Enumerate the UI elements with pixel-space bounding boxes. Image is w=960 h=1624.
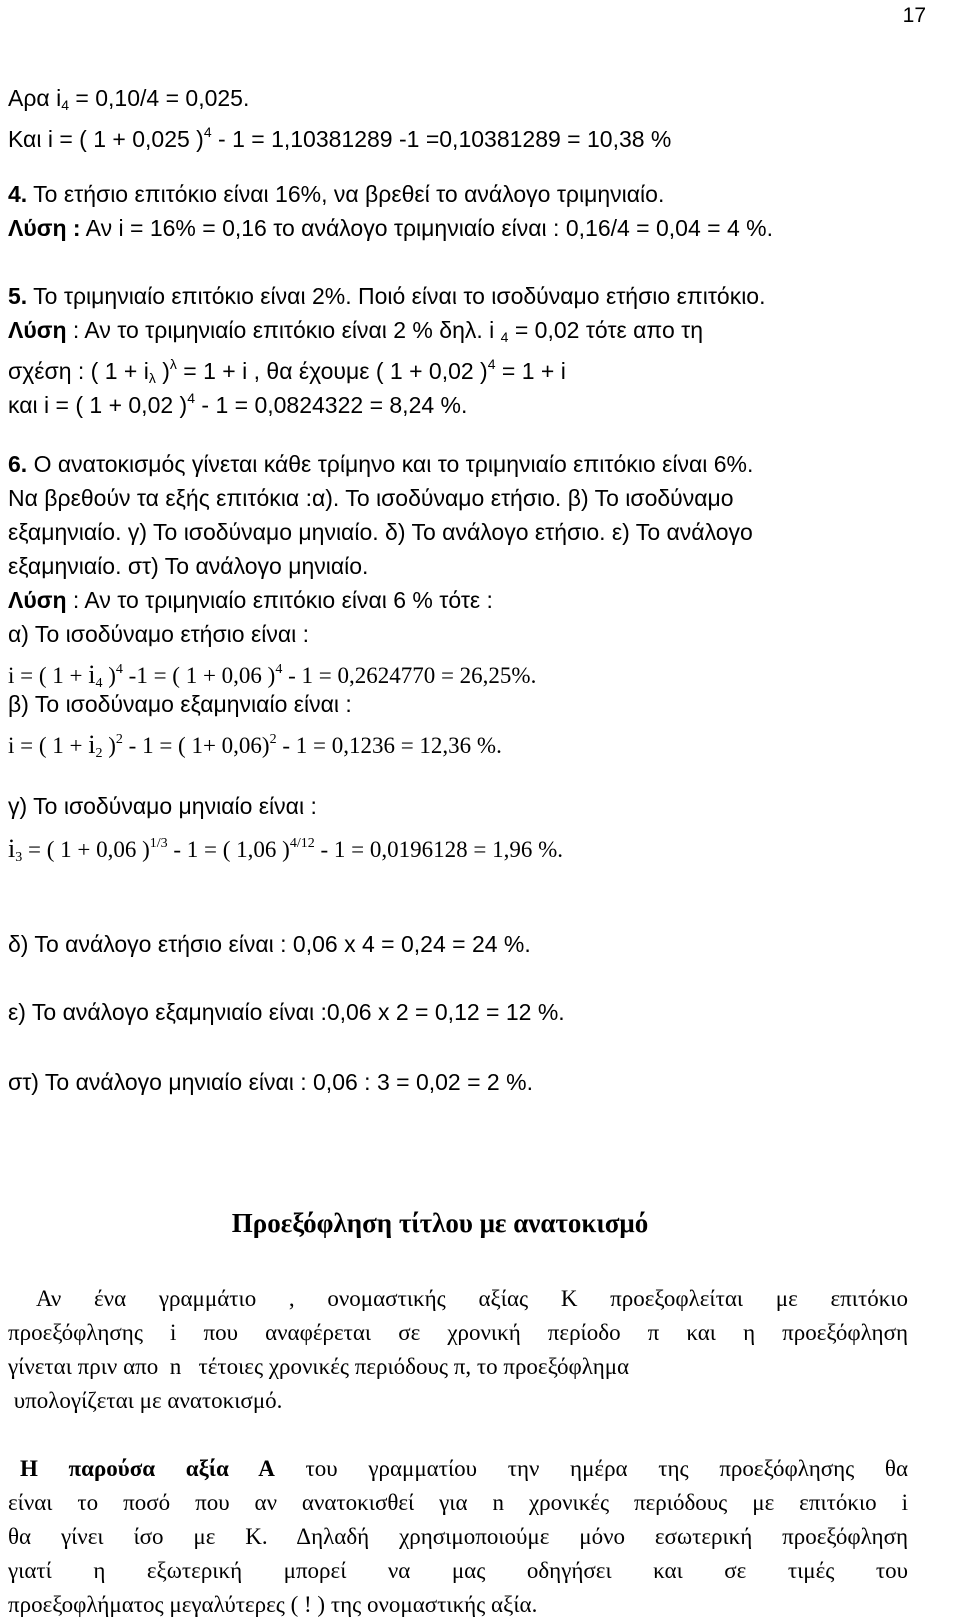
exercise-4-solution: Λύση : Αν i = 16% = 0,16 το ανάλογο τριμηνιαίο είναι : 0,16/4 = 0,04 = 4 %. [8, 215, 773, 241]
paragraph-line: είναι το ποσό που αν ανατοκισθεί για n χρονικές περιόδους με επιτόκιο i [8, 1490, 908, 1515]
exercise-6-question-line2: Να βρεθούν τα εξής επιτόκια :α). Το ισοδύναμο ετήσιο. β) Το ισοδύναμο [8, 485, 734, 511]
paragraph-line: θα γίνει ίσο με Κ. Δηλαδή χρησιμοποιούμε μόνο εσωτερική προεξόφληση [8, 1524, 908, 1549]
exercise-4-question: 4. Το ετήσιο επιτόκιο είναι 16%, να βρεθεί το ανάλογο τριμηνιαίο. [8, 181, 665, 207]
paragraph-line: προεξόφλησης i που αναφέρεται σε χρονική περίοδο π και η προεξόφληση [8, 1320, 908, 1345]
solution-d: δ) Το ανάλογο ετήσιο είναι : 0,06 x 4 = 0,24 = 24 %. [8, 931, 531, 957]
exercise-5-solution-line2: σχέση : ( $1 + i_\lambda$ )$^\lambda$ = 1 + i , θα έχουμε ( 1 + 0,02 )$^4$ = 1 + i [8, 356, 566, 386]
paragraph-discount-definition [8, 1282, 908, 1418]
paragraph-line: γίνεται πριν απο n τέτοιες χρονικές περιόδους π, το προεξόφλημα [8, 1354, 630, 1379]
solution-c-label: γ) Το ισοδύναμο μηνιαίο είναι : [8, 793, 317, 819]
page-number: 17 [902, 4, 926, 27]
solution-b-formula: i = ( $1 + i_2$ )$^2$ - 1 = ( 1+ 0,06)$^2$ - 1 = 0,1236 = 12,36 %. [8, 730, 502, 761]
paragraph-line: Αν ένα γραμμάτιο , ονομαστικής αξίας Κ προεξοφλείται με επιτόκιο [36, 1286, 908, 1311]
exercise-6-question-line3: εξαμηνιαίο. γ) Το ισοδύναμο μηνιαίο. δ) Το ανάλογο ετήσιο. ε) Το ανάλογο [8, 519, 753, 545]
line-i4: Αρα $i_4 = 0,10/4 = 0,025$. [8, 85, 250, 113]
solution-e: ε) Το ανάλογο εξαμηνιαίο είναι :0,06 x 2 = 0,12 = 12 %. [8, 999, 565, 1025]
exercise-6-question-line1: 6. Ο ανατοκισμός γίνεται κάθε τρίμηνο και το τριμηνιαίο επιτόκιο είναι 6%. [8, 451, 754, 477]
paragraph-present-value [8, 1452, 908, 1622]
exercise-6-question-line4: εξαμηνιαίο. στ) Το ανάλογο μηνιαίο. [8, 553, 369, 579]
line-i-compound: Και i = ( 1 + 0,025 )$^4$ - 1 = 1,10381289 -1 =0,10381289 = 10,38 % [8, 124, 672, 152]
paragraph-line: Η παρούσα αξία Α του γραμματίου την ημέρα της προεξόφλησης θα [20, 1456, 908, 1481]
exercise-5-question: 5. Το τριμηνιαίο επιτόκιο είναι 2%. Ποιό είναι το ισοδύναμο ετήσιο επιτόκιο. [8, 283, 766, 309]
solution-a-formula: i = ( $1 + i_4$ )$^4$ -1 = ( 1 + 0,06 )$^4$ - 1 = 0,2624770 = 26,25%. [8, 660, 537, 691]
exercise-5-solution-line3: και i = ( 1 + 0,02 )$^4$ - 1 = 0,0824322 = 8,24 %. [8, 390, 468, 418]
exercise-5-solution-line1: Λύση : Αν το τριμηνιαίο επιτόκιο είναι 2 % δηλ. i $_4$ = 0,02 τότε απο τη [8, 317, 703, 345]
solution-st: στ) Το ανάλογο μηνιαίο είναι : 0,06 : 3 = 0,02 = 2 %. [8, 1069, 533, 1095]
paragraph-line: προεξοφλήματος μεγαλύτερες ( ! ) της ονομαστικής αξία. [8, 1592, 538, 1617]
paragraph-line: υπολογίζεται με ανατοκισμό. [8, 1388, 283, 1413]
solution-c-formula: $i_3$ = ( 1 + 0,06 )$^{1/3}$ - 1 = ( 1,06 )$^{4/12}$ - 1 = 0,0196128 = 1,96 %. [8, 834, 563, 865]
exercise-6-solution-intro: Λύση : Αν το τριμηνιαίο επιτόκιο είναι 6 % τότε : [8, 587, 493, 613]
solution-b-label: β) Το ισοδύναμο εξαμηνιαίο είναι : [8, 691, 352, 717]
paragraph-line: γιατί η εξωτερική μπορεί να μας οδηγήσει και σε τιμές του [8, 1558, 908, 1583]
section-title: Προεξόφληση τίτλου με ανατοκισμό [231, 1208, 649, 1238]
solution-a-label: α) Το ισοδύναμο ετήσιο είναι : [8, 621, 310, 647]
